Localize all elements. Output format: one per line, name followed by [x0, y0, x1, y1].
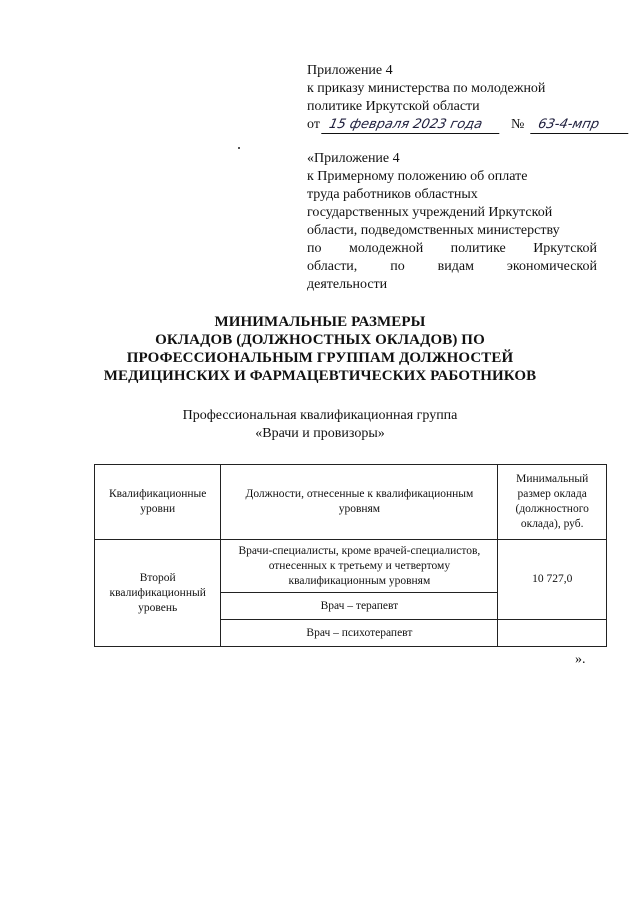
salary-table — [94, 464, 607, 647]
attachment-header — [307, 62, 601, 134]
ref-line-8: деятельности — [307, 277, 388, 292]
ref-line-4: государственных учреждений Иркутской — [307, 205, 553, 220]
table-header-row — [95, 465, 607, 540]
header-positions: Должности, отнесенные к квалификационным уровням — [221, 465, 498, 540]
attachment-reference — [307, 150, 597, 294]
cell-position: Врач – терапевт — [221, 593, 498, 620]
handwritten-date: 15 февраля 2023 года — [322, 117, 504, 134]
attachment-ministry-line: политике Иркутской области — [307, 99, 480, 114]
handwritten-number: 63-4-мпр — [530, 117, 632, 134]
ref-line-5: области, подведомственных министерству — [307, 223, 560, 238]
ref-line-2: к Примерному положению об оплате — [307, 169, 528, 184]
group-line-1: Профессиональная квалификационная группа — [182, 408, 458, 423]
closing-quote: ». — [575, 652, 586, 667]
ref-line-7: области, по видам экономической — [307, 259, 597, 274]
header-salary: Минимальный размер оклада (должностного оклада), руб. — [498, 465, 607, 540]
attachment-order-line: к приказу министерства по молодежной — [307, 81, 546, 96]
ref-line-1: «Приложение 4 — [307, 151, 400, 166]
from-label: от — [307, 117, 320, 132]
title-line-1: МИНИМАЛЬНЫЕ РАЗМЕРЫ — [214, 314, 426, 330]
cell-salary: 10 727,0 — [498, 540, 607, 620]
title-line-2: ОКЛАДОВ (ДОЛЖНОСТНЫХ ОКЛАДОВ) ПО — [155, 332, 485, 348]
cell-level: Второй квалификационный уровень — [95, 540, 221, 647]
table-row — [95, 540, 607, 593]
document-title — [60, 313, 580, 385]
ref-line-3: труда работников областных — [307, 187, 478, 202]
attachment-date-number-row — [307, 116, 601, 134]
cell-salary-empty — [498, 620, 607, 647]
title-line-4: МЕДИЦИНСКИХ И ФАРМАЦЕВТИЧЕСКИХ РАБОТНИКОВ — [103, 368, 537, 384]
group-line-2: «Врачи и провизоры» — [255, 426, 385, 441]
scan-speck — [238, 147, 240, 149]
qualification-group-heading — [60, 407, 580, 443]
number-label: № — [510, 117, 525, 132]
attachment-title: Приложение 4 — [307, 63, 393, 78]
title-line-3: ПРОФЕССИОНАЛЬНЫМ ГРУППАМ ДОЛЖНОСТЕЙ — [126, 350, 514, 366]
cell-position: Врачи-специалисты, кроме врачей-специалистов, отнесенных к третьему и четвертому квалификационным уровням — [221, 540, 498, 593]
ref-line-6: по молодежной политике Иркутской — [307, 241, 597, 256]
cell-position: Врач – психотерапевт — [221, 620, 498, 647]
header-levels: Квалификационные уровни — [95, 465, 221, 540]
